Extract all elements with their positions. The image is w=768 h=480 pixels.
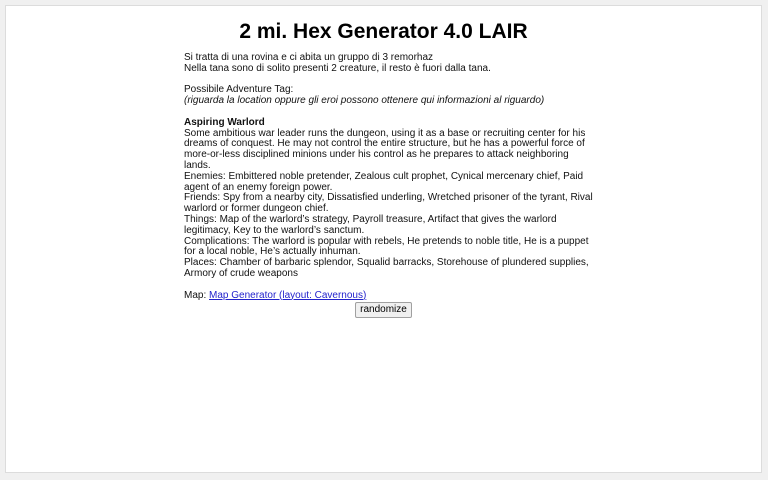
tag-name: Aspiring Warlord	[184, 116, 265, 128]
tag-friends: Friends: Spy from a nearby city, Dissatisfied underling, Wretched prisoner of the tyrant, Rival warlord or former dungeon chief.	[184, 192, 593, 215]
tag-enemies: Enemies: Embittered noble pretender, Zealous cult prophet, Cynical mercenary chief, Paid agent of an enemy foreign power.	[184, 170, 584, 193]
page-title: 2 mi. Hex Generator 4.0 LAIR	[239, 20, 528, 43]
tag-places: Places: Chamber of barbaric splendor, Squalid barracks, Storehouse of plundered supplies, Armory of crude weapons	[184, 257, 589, 279]
lair-description	[184, 53, 594, 301]
randomize-button[interactable]: randomize	[355, 302, 412, 318]
intro-line-lair-presence: Nella tana sono di solito presenti 2 creature, il resto è fuori dalla tana.	[184, 62, 491, 74]
actions-row	[6, 299, 761, 318]
tag-complications: Complications: The warlord is popular with rebels, He pretends to noble title, He is a puppet for a local noble, He’s actually inhuman.	[184, 235, 589, 258]
tag-things: Things: Map of the warlord’s strategy, Payroll treasure, Artifact that gives the warlord legitimacy, Key to the warlord’s sanctum.	[184, 213, 557, 236]
adventure-tag-note: (riguarda la location oppure gli eroi possono ottenere qui informazioni al riguardo)	[184, 95, 545, 107]
page-panel	[5, 5, 762, 473]
map-label: Map:	[184, 289, 210, 301]
tag-description: Some ambitious war leader runs the dungeon, using it as a base or recruiting center for his dreams of conquest. He may not control the entire structure, but he has a powerful force of more-or-less disciplined minions under his control as he prepares to attack neighboring lands.	[184, 127, 586, 171]
intro-line-inhabitants: Si tratta di una rovina e ci abita un gruppo di 3 remorhaz	[184, 52, 434, 63]
map-generator-link[interactable]: Map Generator (layout: Cavernous)	[209, 289, 367, 301]
adventure-tag-label: Possibile Adventure Tag:	[184, 84, 294, 96]
